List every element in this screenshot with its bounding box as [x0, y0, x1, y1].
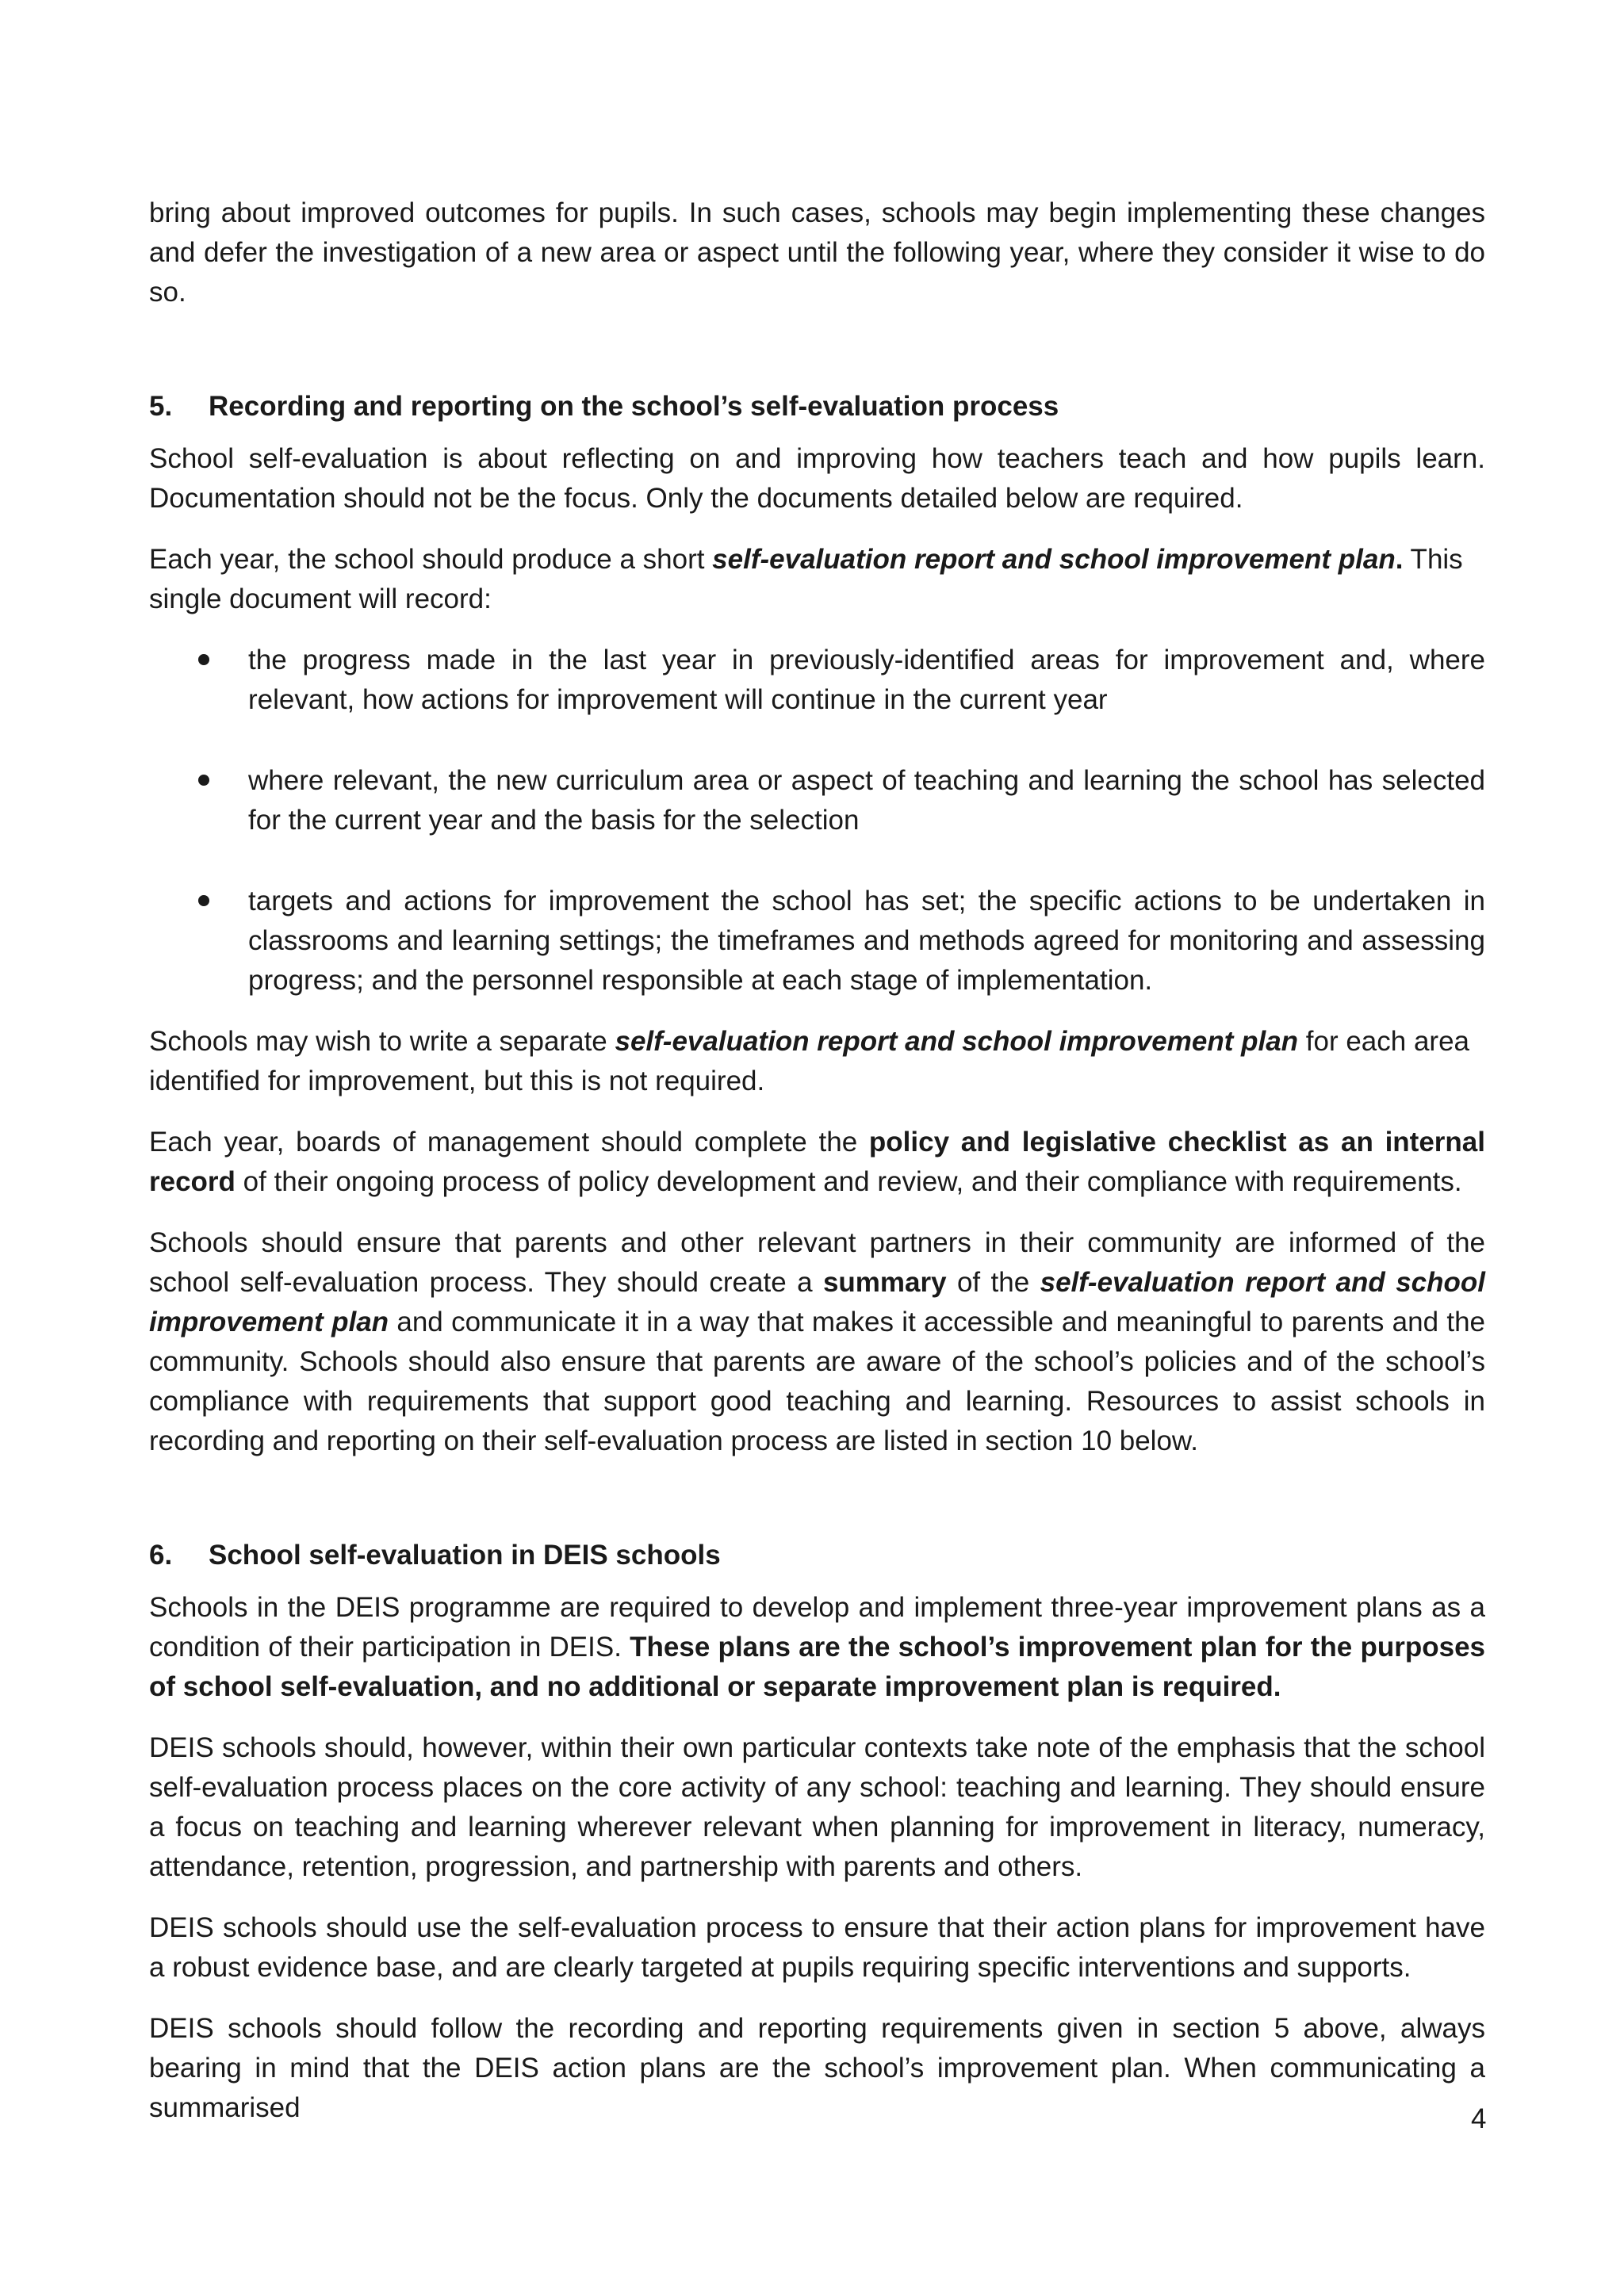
section-6-number: 6. — [149, 1540, 173, 1571]
emphasis-text: policy and legislative checklist as an internal record — [149, 1127, 1485, 1197]
section-5-paragraph-2 — [149, 540, 1485, 619]
section-5-paragraph-5 — [149, 1223, 1485, 1461]
text-run: of the — [946, 1267, 1040, 1298]
section-5-paragraph-4 — [149, 1123, 1485, 1202]
section-6-paragraph-1 — [149, 1588, 1485, 1707]
bullet-icon — [198, 775, 209, 786]
emphasis-text: self-evaluation report and school improvement plan — [615, 1026, 1299, 1057]
list-item — [149, 882, 1485, 1001]
text-run: Each year, boards of management should complete the — [149, 1127, 869, 1158]
text-run: of their ongoing process of policy development and review, and their compliance with requirements. — [235, 1166, 1462, 1197]
record-list — [149, 641, 1485, 1001]
text-run: for each area identified for improvement, but this is not required. — [149, 1026, 1470, 1096]
section-5-title: Recording and reporting on the school’s self-evaluation process — [209, 391, 1059, 422]
section-6-title: School self-evaluation in DEIS schools — [209, 1540, 721, 1571]
emphasis-text: summary — [822, 1267, 947, 1298]
section-5-number: 5. — [149, 391, 173, 422]
emphasis-text: These plans are the school’s improvement plan for the purposes of school self-evaluation, and no additional or separate improvement plan is required. — [149, 1632, 1485, 1702]
text-run: Schools should ensure that parents and other relevant partners in their community are informed of the school self-evaluation process. They should create a — [149, 1227, 1485, 1298]
section-5-heading — [149, 387, 1485, 427]
list-item-text: targets and actions for improvement the school has set; the specific actions to be undertaken in classrooms and learning settings; the timeframes and methods agreed for monitoring and assessing progress; and the personnel responsible at each stage of implementation. — [248, 886, 1485, 996]
text-run: Schools may wish to write a separate — [149, 1026, 615, 1057]
list-item-text: the progress made in the last year in previously-identified areas for improvement and, where relevant, how actions for improvement will continue in the current year — [248, 645, 1485, 715]
text-run: This single document will record: — [149, 544, 1463, 614]
section-5-paragraph-1: School self-evaluation is about reflecting on and improving how teachers teach and how pupils learn. Documentation should not be the focus. Only the documents detailed below are required. — [149, 443, 1485, 514]
section-5-paragraph-3 — [149, 1022, 1485, 1101]
text-run: Each year, the school should produce a short — [149, 544, 713, 575]
text-run: Schools in the DEIS programme are required to develop and implement three-year improvement plans as a condition of their participation in DEIS. — [149, 1592, 1485, 1663]
bullet-icon — [198, 654, 209, 665]
section-6-paragraph-2: DEIS schools should, however, within their own particular contexts take note of the emphasis that the school self-evaluation process places on the core activity of any school: teaching and learning. They should ensure a focus on teaching and learning wherever relevant when planning for improvement in literacy, numeracy, attendance, retention, progression, and partnership with parents and others. — [149, 1732, 1485, 1882]
page-content — [149, 193, 1485, 2149]
list-item — [149, 641, 1485, 720]
section-6-paragraph-3: DEIS schools should use the self-evaluation process to ensure that their action plans for improvement have a robust evidence base, and are clearly targeted at pupils requiring specific interventions and supports. — [149, 1912, 1485, 1983]
list-item-text: where relevant, the new curriculum area or aspect of teaching and learning the school has selected for the current year and the basis for the selection — [248, 765, 1485, 836]
page-number: 4 — [1471, 2103, 1487, 2134]
intro-paragraph: bring about improved outcomes for pupils. In such cases, schools may begin implementing these changes and defer the investigation of a new area or aspect until the following year, where they consider it wise to do so. — [149, 197, 1485, 308]
list-item — [149, 761, 1485, 840]
emphasis-text: self-evaluation report and school improvement plan — [712, 544, 1396, 575]
text-run: and communicate it in a way that makes it accessible and meaningful to parents and the community. Schools should also ensure that parents are aware of the school’s policies and of the school’s compliance with requirements that support good teaching and learning. Resources to assist schools in recording and reporting on their self-evaluation process are listed in section 10 below. — [149, 1307, 1486, 1456]
section-6-paragraph-4: DEIS schools should follow the recording and reporting requirements given in section 5 above, always bearing in mind that the DEIS action plans are the school’s improvement plan. When communicating a summarised — [149, 2013, 1485, 2123]
section-6-heading — [149, 1536, 1485, 1575]
text-run: . — [1395, 544, 1404, 575]
emphasis-text: self-evaluation report and school improvement plan — [149, 1267, 1485, 1337]
bullet-icon — [198, 895, 209, 906]
